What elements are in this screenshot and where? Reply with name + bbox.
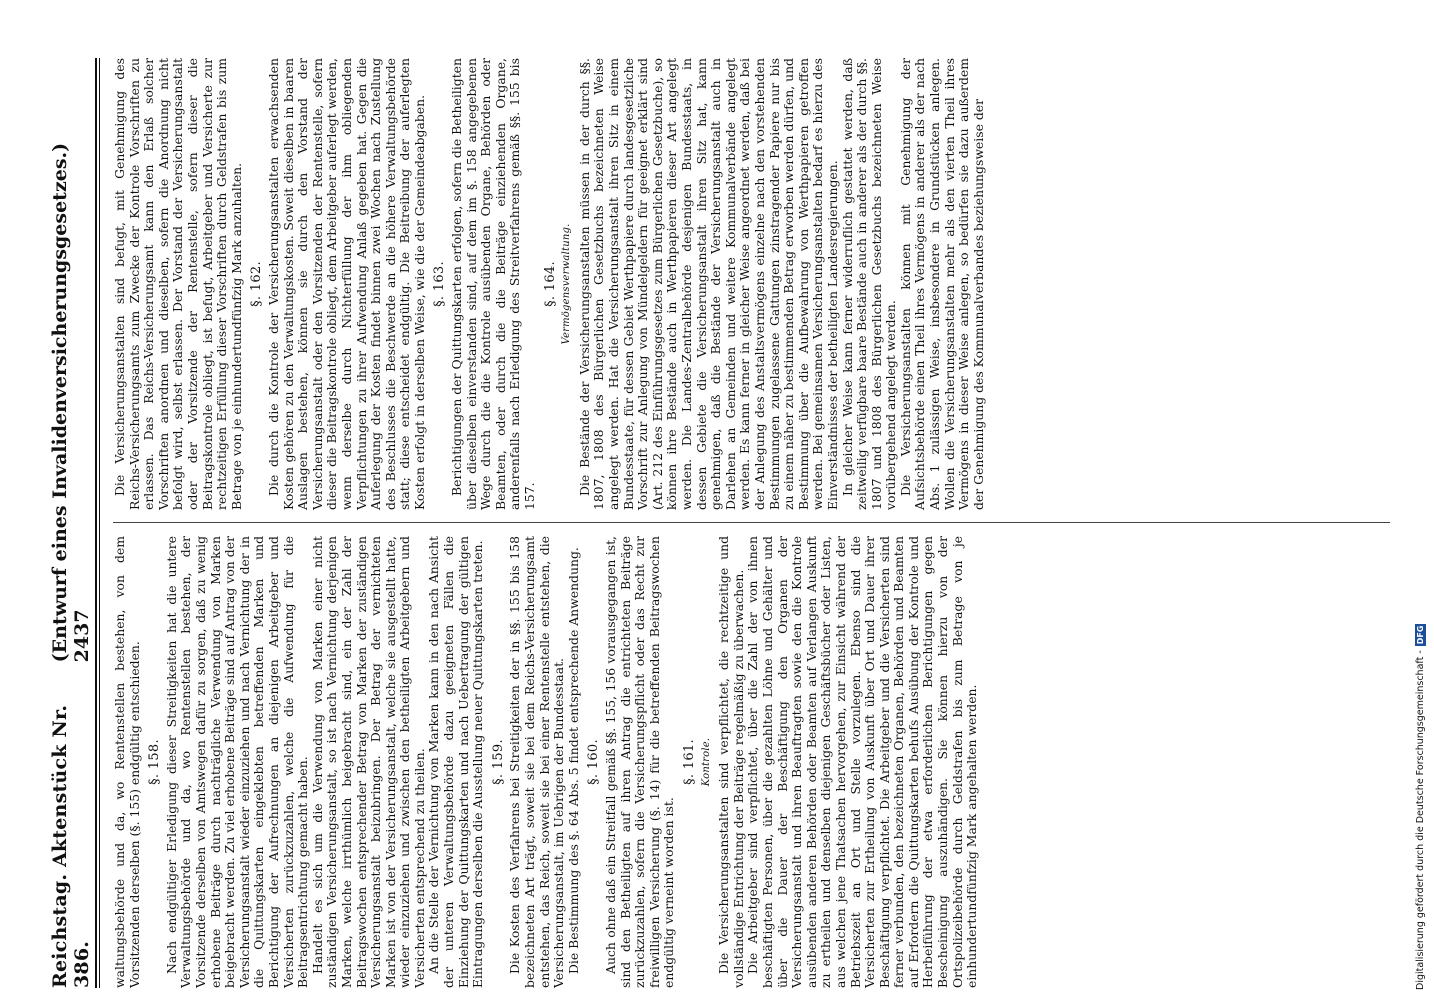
page-number: 2437 xyxy=(71,609,93,663)
paragraph: Auch ohne daß ein Streitfall gemäß §§. 155, 156 vorausgegangen ist, sind den Betheiligten auf ihren Antrag die entrichteten Beiträge zurückzuzahlen, sofern die Versicherungspflicht oder das Recht zur freiwilligen Versicherung (§. 14) für die betreffenden Beitragswochen endgültig verneint worden ist. xyxy=(603,536,677,988)
paragraph: In gleicher Weise kann ferner widerruflich gestattet werden, daß zeitweilig verfügbare baare Bestände auch in anderer als der durch §§. 1807 und 1808 des Bürgerlichen Gesetzbuchs bezeichneten Weise vorübergehend angelegt werden. xyxy=(839,58,899,510)
column-divider xyxy=(113,522,1390,523)
left-column xyxy=(113,536,1390,988)
section-heading: §. 158. xyxy=(147,739,163,785)
paragraph: An die Stelle der Vernichtung von Marken kann in den nach Ansicht der unteren Verwaltungsbehörde dazu geeigneten Fällen die Einziehung der Quittungskarten und nach Uebertragung der gültigen Eintragungen derselben die Ausstellung neuer Quittungskarten treten. xyxy=(426,536,486,988)
digitization-credit xyxy=(1414,0,1428,1000)
paragraph: Die Arbeitgeber sind verpflichtet, über die Zahl der von ihnen beschäftigten Personen, über die gezahlten Löhne und Gehälter und über die Dauer der Beschäftigung den Organen der Versicherungsanstalt und ihren Beauftragten sowie den die Kontrole ausübenden anderen Behörden oder Beamten auf Verlangen Auskunft zu ertheilen und denselben diejenigen Geschäftsbücher oder Listen, aus welchen jene Thatsachen hervorgehen, zur Einsicht während der Betriebszeit an Ort und Stelle vorzulegen. Ebenso sind die Versicherten zur Ertheilung von Auskunft über Ort und Dauer ihrer Beschäftigung verpflichtet. Die Arbeitgeber und die Versicherten sind ferner verbunden, den bezeichneten Organen, Behörden und Beamten auf Erfordern die Quittungskarten behufs Ausübung der Kontrole und Herbeiführung der etwa erforderlichen Berichtigungen gegen Bescheinigung auszuhändigen. Sie können hierzu von der Ortspolizeibehörde durch Geldstrafen bis zum Betrage von je einhundertundfünfzig Mark angehalten werden. xyxy=(745,536,980,988)
dfg-logo: DFG xyxy=(1416,625,1425,645)
right-column xyxy=(113,58,1390,510)
paragraph: Die Versicherungsanstalten sind verpflichtet, die rechtzeitige und vollständige Entrichtung der Beiträge regelmäßig zu überwachen. xyxy=(716,536,746,988)
page-header xyxy=(49,58,93,988)
section-heading: §. 164. xyxy=(542,261,558,307)
section-heading: §. 162. xyxy=(249,261,265,307)
section-heading: §. 161. xyxy=(681,739,697,785)
paragraph: Die durch die Kontrole der Versicherungsanstalten erwachsenden Kosten gehören zu den Verwaltungskosten. Soweit dieselben in baaren Auslagen bestehen, können sie durch den Vorstand der Versicherungsanstalt oder den Vorsitzenden der Rentenstelle, sofern dieser die Beitragskontrole obliegt, dem Arbeitgeber auferlegt werden, wenn derselbe durch Nichterfüllung der ihm obliegenden Verpflichtungen zu ihrer Aufwendung Anlaß gegeben hat. Gegen die Auferlegung der Kosten findet binnen zwei Wochen nach Zustellung des Beschlusses die Beschwerde an die höhere Verwaltungsbehörde statt; diese entscheidet endgültig. Die Beitreibung der auferlegten Kosten erfolgt in derselben Weise, wie die der Gemeindeabgaben. xyxy=(265,58,427,510)
credit-text: Digitalisierung gefördert durch die Deutsche Forschungsgemeinschaft - xyxy=(1415,650,1426,990)
section-subheading: Kontrole. xyxy=(700,737,712,787)
paragraph: Die Kosten des Verfahrens bei Streitigkeiten der in §§. 155 bis 158 bezeichneten Art trägt, soweit sie bei dem Reichs-Versicherungsamt entstehen, das Reich, soweit sie bei einer Rentenstelle entstehen, die Versicherungsanstalt, im Uebrigen der Bundesstaat. xyxy=(507,536,567,988)
section-subheading: Vermögensverwaltung. xyxy=(561,223,573,345)
paragraph: Die Versicherungsanstalten können mit Genehmigung der Aufsichtsbehörde einen Theil ihres Vermögens in anderer als der nach Abs. 1 zulässigen Weise, insbesondere in Grundstücken anlegen. Wollen die Versicherungsanstalten mehr als den vierten Theil ihres Vermögens in dieser Weise anlegen, so bedürfen sie dazu außerdem der Genehmigung des Kommunalverbandes beziehungsweise der xyxy=(897,58,986,510)
section-heading: §. 163. xyxy=(432,261,448,307)
header-right-title: (Entwurf eines Invalidenversicherungsgesetzes.) xyxy=(49,142,71,663)
paragraph: Die Bestände der Versicherungsanstalten müssen in der durch §§. 1807, 1808 des Bürgerlichen Gesetzbuchs bezeichneten Weise angelegt werden. Hat die Versicherungsanstalt ihren Sitz in einem Bundesstaate, für dessen Gebiet Werthpapiere durch landesgesetzliche Vorschrift zur Anlegung von Mündelgeldern für geeignet erklärt sind (Art. 212 des Einführungsgesetzes zum Bürgerlichen Gesetzbuche), so können ihre Bestände auch in Werthpapieren dieser Art angelegt werden. Die Landes-Zentralbehörde desjenigen Bundesstaats, in dessen Gebiete die Versicherungsanstalt ihren Sitz hat, kann genehmigen, daß die Bestände der Versicherungsanstalt auch in Darlehen an Gemeinden und weitere Kommunalverbände angelegt werden. Es kann ferner in gleicher Weise angeordnet werden, daß bei der Anlegung des Anstaltsvermögens einzelne nach den vorstehenden Bestimmungen zugelassene Gattungen zinstragender Papiere nur bis zu einem näher zu bestimmenden Betrag erworben werden dürfen, und Bestimmung über die Aufbewahrung von Werthpapieren getroffen werden. Bei gemeinsamen Versicherungsanstalten bedarf es hierzu des Einverständnisses der betheiligten Landesregierungen. xyxy=(576,58,840,510)
paragraph: Berichtigungen der Quittungskarten erfolgen, sofern die Betheiligten über dieselben einverstanden sind, auf dem im §. 158 angegebenen Wege durch die die Kontrole ausübenden Organe, Behörden oder Beamten, oder durch die die Beiträge einziehenden Organe, anderenfalls nach Erledigung des Streitverfahrens gemäß §§. 155 bis 157. xyxy=(449,58,538,510)
paragraph: Nach endgültiger Erledigung dieser Streitigkeiten hat die untere Verwaltungsbehörde und da, wo Rentenstellen bestehen, der Vorsitzende derselben von Amtswegen dafür zu sorgen, daß zu wenig erhobene Beiträge durch nachträgliche Verwendung von Marken beigebracht werden. Zu viel erhobene Beiträge sind auf Antrag von der Versicherungsanstalt wieder einzuziehen und nach Vernichtung der in die Quittungskarten eingeklebten betreffenden Marken und Berichtigung der Aufrechnungen an diejenigen Arbeitgeber und Versicherten zurückzuzahlen, welche die Aufwendung für die Beitragsentrichtung gemacht haben. xyxy=(163,536,311,988)
paragraph: Handelt es sich um die Verwendung von Marken einer nicht zuständigen Versicherungsanstalt, so ist nach Vernichtung derjenigen Marken, welche irrthümlich beigebracht sind, ein der Zahl der Beitragswochen entsprechender Betrag von Marken der zuständigen Versicherungsanstalt beizubringen. Der Betrag der vernichteten Marken ist von der Versicherungsanstalt, welche sie ausgestellt hatte, wieder einzuziehen und zwischen den betheiligten Arbeitgebern und Versicherten entsprechend zu theilen. xyxy=(309,536,427,988)
header-rule xyxy=(95,58,97,988)
paragraph: Die Versicherungsanstalten sind befugt, mit Genehmigung des Reichs-Versicherungsamts zum Zwecke der Kontrole Vorschriften zu erlassen. Das Reichs-Versicherungsamt kann den Erlaß solcher Vorschriften anordnen und dieselben, sofern die Anordnung nicht befolgt wird, selbst erlassen. Der Vorstand der Versicherungsanstalt oder der Vorsitzende der Rentenstelle, sofern dieser die Beitragskontrole obliegt, ist befugt, Arbeitgeber und Versicherte zur rechtzeitigen Erfüllung dieser Vorschriften durch Geldstrafen bis zum Betrage von je einhundertundfünfzig Mark anzuhalten. xyxy=(112,58,244,510)
paragraph: waltungsbehörde und da, wo Rentenstellen bestehen, von dem Vorsitzenden derselben (§. 155) endgültig entschieden. xyxy=(112,536,142,988)
header-left-title: Reichstag. Aktenstück Nr. 386. xyxy=(49,704,93,988)
section-heading: §. 160. xyxy=(586,739,602,785)
header-rule-thin xyxy=(99,58,100,988)
section-heading: §. 159. xyxy=(490,739,506,785)
paragraph: Die Bestimmung des §. 64 Abs. 5 findet entsprechende Anwendung. xyxy=(565,547,581,974)
rotated-page-content xyxy=(49,58,1390,988)
header-right xyxy=(49,58,93,662)
